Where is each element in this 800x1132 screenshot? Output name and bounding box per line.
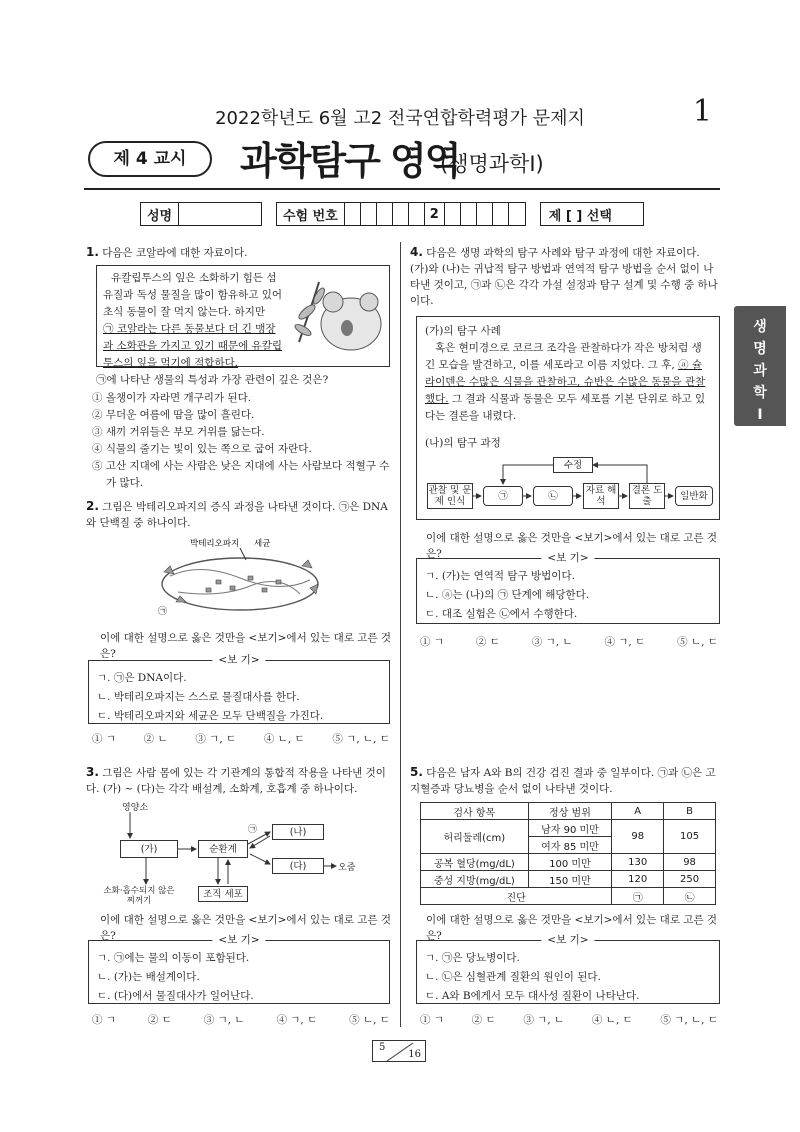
cell-waist-a: 98 — [612, 820, 664, 854]
cell-fat-range: 150 미만 — [528, 871, 612, 888]
page-total: 16 — [408, 1049, 421, 1060]
q4-answer[interactable]: ④ ㄱ, ㄷ — [604, 636, 646, 648]
q4-answer[interactable]: ① ㄱ — [420, 636, 444, 648]
q4-stem: 다음은 생명 과학의 탐구 사례와 탐구 과정에 대한 자료이다. (가)와 (나)는 귀납적 탐구 방법과 연역적 탐구 방법을 순서 없이 나타낸 것이고, ㉠과 ㉡은 각각 가설 설정과 탐구 설계 및 수행 중 하나이다. — [410, 247, 718, 307]
fig-feces: 소화·흡수되지 않은 찌꺼기 — [103, 886, 175, 906]
cell-glucose-range: 100 미만 — [528, 854, 612, 871]
q3-stem: 그림은 사람 몸에 있는 각 기관계의 통합적 작용을 나타낸 것이다. (가) ~ (다)는 각각 배설계, 소화계, 호흡계 중 하나이다. — [86, 767, 386, 795]
digit-cell[interactable] — [493, 203, 509, 225]
q2-bogi-item: ㄱ. ㉠은 DNA이다. — [97, 672, 187, 684]
flow-step-b: ㉡ — [533, 486, 573, 506]
flow-observe: 관찰 및 문제 인식 — [428, 485, 472, 507]
q2-bogi-title: <보 기> — [212, 652, 265, 668]
fig-label-a: ㉠ — [158, 607, 168, 617]
q1-choice[interactable]: ④ 식물의 줄기는 빛이 있는 쪽으로 굽어 자란다. — [92, 443, 312, 455]
digit-cell[interactable] — [377, 203, 393, 225]
fig-mark-a: ㉠ — [248, 825, 258, 835]
q3-bogi-item: ㄴ. (가)는 배설계이다. — [97, 971, 200, 983]
cell-fat: 중성 지방(mg/dL) — [421, 871, 529, 888]
tab-char: 과 — [753, 363, 767, 379]
digit-cell[interactable] — [361, 203, 377, 225]
q1-ask: ㉠에 나타난 생물의 특성과 가장 관련이 깊은 것은? — [96, 374, 329, 386]
q1-passage-text: 유칼립투스의 잎은 소화하기 힘든 섬유질과 독성 물질을 많이 함유하고 있어 초식 동물이 잘 먹지 않는다. 하지만 — [103, 272, 282, 318]
digit-cell[interactable] — [445, 203, 461, 225]
period-badge: 제 4 교시 — [88, 141, 212, 177]
q1-choice[interactable]: ① 올챙이가 자라면 개구리가 된다. — [92, 392, 252, 404]
q3-ask: 이에 대한 설명으로 옳은 것만을 <보기>에서 있는 대로 고른 것은? — [100, 914, 392, 942]
q5-ask: 이에 대한 설명으로 옳은 것만을 <보기>에서 있는 대로 고른 것은? — [426, 914, 718, 942]
th-item: 검사 항목 — [421, 803, 529, 820]
fig-arrows — [100, 800, 380, 906]
q5-bogi-box — [416, 934, 720, 1004]
fig-label-bacteria: 세균 — [254, 539, 271, 549]
subject-side-tab — [734, 306, 786, 426]
q4-answers — [420, 634, 718, 649]
digit-cell-fixed: 2 — [425, 203, 445, 225]
q5-bogi-item: ㄱ. ㉠은 당뇨병이다. — [425, 952, 520, 964]
flow-conclude: 결론 도출 — [629, 483, 665, 509]
q4-bogi-item: ㄷ. 대조 실험은 ㉡에서 수행한다. — [425, 608, 578, 620]
q2-stem: 그림은 박테리오파지의 증식 과정을 나타낸 것이다. ㉠은 DNA와 단백질 중 하나이다. — [86, 501, 388, 529]
q4-process-title: (나)의 탐구 과정 — [425, 437, 501, 449]
q4-flowchart — [427, 455, 713, 515]
q4-bogi-item: ㄴ. ⓐ는 (나)의 ㉠ 단계에 해당한다. — [425, 589, 590, 601]
q2-answer[interactable]: ① ㄱ — [92, 733, 116, 745]
th-b: B — [664, 803, 716, 820]
name-label: 성명 — [141, 203, 179, 225]
q5-answer[interactable]: ③ ㄱ, ㄴ — [523, 1014, 565, 1026]
q3-bogi-item: ㄱ. ㉠에는 물의 이동이 포함된다. — [97, 952, 250, 964]
cell-diagnosis-a: ㉠ — [612, 888, 664, 905]
th-a: A — [612, 803, 664, 820]
question-2 — [86, 498, 394, 531]
q3-bogi-box — [88, 934, 390, 1004]
tab-char: Ⅰ — [757, 407, 763, 423]
flow-arrows — [427, 455, 713, 515]
q1-choice[interactable]: ② 무더운 여름에 땀을 많이 흘린다. — [92, 409, 255, 421]
koala-illustration — [289, 272, 385, 360]
q5-answer[interactable]: ④ ㄴ, ㄷ — [591, 1014, 633, 1026]
name-field[interactable] — [179, 203, 261, 225]
column-divider — [400, 242, 401, 1027]
digit-cell[interactable] — [393, 203, 409, 225]
q4-case-text: 혹은 현미경으로 코르크 조각을 관찰하다가 작은 방처럼 생긴 모습을 발견하고, 이를 세포라고 이름 지었다. 그 후, — [425, 342, 702, 371]
cell-glucose: 공복 혈당(mg/dL) — [421, 854, 529, 871]
cell-waist-b: 105 — [664, 820, 716, 854]
exam-title: 2022학년도 6월 고2 전국연합학력평가 문제지 — [215, 108, 585, 129]
q5-answers — [420, 1012, 718, 1027]
q1-number: 1. — [86, 245, 99, 259]
q4-bogi-box — [416, 552, 720, 624]
q2-ask: 이에 대한 설명으로 옳은 것만을 <보기>에서 있는 대로 고른 것은? — [100, 632, 392, 660]
q4-case-text-2: 그 결과 식물과 동물은 모두 세포를 기본 단위로 하고 있다는 결론을 내렸다. — [425, 393, 706, 422]
area-title: 과학탐구 영역 — [240, 139, 460, 183]
cell-fat-a: 120 — [612, 871, 664, 888]
q5-bogi-item: ㄴ. ㉡은 심혈관계 질환의 원인이 된다. — [425, 971, 601, 983]
q1-passage-underlined: ㉠ 코알라는 다른 동물보다 더 긴 맹장과 소화관을 가지고 있기 때문에 유칼립투스의 잎을 먹기에 적합하다. — [103, 323, 282, 369]
th-range: 정상 범위 — [528, 803, 612, 820]
cell-waist-m: 남자 90 미만 — [528, 820, 612, 837]
cell-waist-f: 여자 85 미만 — [528, 837, 612, 854]
cell-diagnosis-b: ㉡ — [664, 888, 716, 905]
q1-choice[interactable]: ⑤ 고산 지대에 사는 사람은 낮은 지대에 사는 사람보다 적혈구 수가 많다. — [92, 460, 390, 489]
q5-answer[interactable]: ② ㄷ — [471, 1014, 496, 1026]
fig-nutrient: 영양소 — [122, 803, 149, 813]
digit-cell[interactable] — [477, 203, 493, 225]
page-number: 1 — [692, 94, 712, 129]
fig-box-ga: (가) — [120, 840, 178, 858]
tab-char: 생 — [753, 319, 767, 335]
digit-cell[interactable] — [345, 203, 361, 225]
q5-answer[interactable]: ⑤ ㄱ, ㄴ, ㄷ — [660, 1014, 718, 1026]
q2-answer[interactable]: ② ㄴ — [143, 733, 168, 745]
q3-bogi-item: ㄷ. (다)에서 물질대사가 일어난다. — [97, 990, 254, 1002]
q4-ask: 이에 대한 설명으로 옳은 것만을 <보기>에서 있는 대로 고른 것은? — [426, 532, 718, 560]
tab-char: 명 — [753, 341, 767, 357]
flow-interpret: 자료 해석 — [583, 483, 619, 509]
q5-number: 5. — [410, 765, 423, 779]
page-indicator — [372, 1040, 426, 1062]
flow-revise: 수정 — [553, 457, 593, 473]
digit-cell[interactable] — [409, 203, 425, 225]
q1-passage-box — [96, 265, 390, 367]
choice-box[interactable]: 제 [ ] 선택 — [540, 202, 644, 226]
page-current: 5 — [379, 1042, 386, 1053]
tab-char: 학 — [753, 385, 767, 401]
q5-health-table — [420, 802, 716, 905]
q4-number: 4. — [410, 245, 423, 259]
q2-answer[interactable]: ⑤ ㄱ, ㄴ, ㄷ — [332, 733, 390, 745]
cell-glucose-a: 130 — [612, 854, 664, 871]
q2-answer[interactable]: ③ ㄱ, ㄷ — [195, 733, 237, 745]
digit-cell[interactable] — [461, 203, 477, 225]
q1-stem: 다음은 코알라에 대한 자료이다. — [102, 247, 248, 259]
cell-fat-b: 250 — [664, 871, 716, 888]
question-4 — [410, 244, 720, 309]
q3-answer[interactable]: ⑤ ㄴ, ㄷ — [349, 1014, 390, 1026]
q4-case-underlined: ⓐ 슐라이덴은 수많은 식물을 관찰하고, 슈반은 수많은 동물을 관찰했다. — [425, 359, 706, 405]
q1-choices — [92, 390, 396, 492]
q2-bogi-item: ㄴ. 박테리오파지는 스스로 물질대사를 한다. — [97, 691, 300, 703]
exam-number-label: 수험 번호 — [277, 203, 345, 225]
q5-stem: 다음은 남자 A와 B의 건강 검진 결과 중 일부이다. ㉠과 ㉡은 고지혈증과 당뇨병을 순서 없이 나타낸 것이다. — [410, 767, 716, 795]
q3-answer[interactable]: ③ ㄱ, ㄴ — [203, 1014, 245, 1026]
q4-answer[interactable]: ③ ㄱ, ㄴ — [531, 636, 573, 648]
fig-box-tissue: 조직 세포 — [198, 886, 248, 902]
q4-case-title: (가)의 탐구 사례 — [425, 325, 501, 337]
q3-number: 3. — [86, 765, 99, 779]
q2-bogi-item: ㄷ. 박테리오파지와 세균은 모두 단백질을 가진다. — [97, 710, 324, 722]
q5-answer[interactable]: ① ㄱ — [420, 1014, 444, 1026]
header-rule — [84, 188, 720, 190]
q1-choice[interactable]: ③ 새끼 거위들은 부모 거위를 닮는다. — [92, 426, 265, 438]
fig-box-na: (나) — [272, 824, 324, 840]
q3-organ-figure — [100, 800, 380, 906]
fig-box-circulatory: 순환계 — [198, 840, 248, 858]
q2-answer[interactable]: ④ ㄴ, ㄷ — [263, 733, 305, 745]
q2-answers — [92, 731, 390, 746]
q4-answer[interactable]: ② ㄷ — [475, 636, 500, 648]
cell-glucose-b: 98 — [664, 854, 716, 871]
q4-case-box — [416, 316, 720, 520]
q5-bogi-title: <보 기> — [541, 932, 594, 948]
q4-answer[interactable]: ⑤ ㄴ, ㄷ — [677, 636, 718, 648]
q3-answer[interactable]: ① ㄱ — [92, 1014, 116, 1026]
cell-waist: 허리둘레(cm) — [421, 820, 529, 854]
question-1 — [86, 244, 394, 261]
fig-urine: 오줌 — [338, 863, 356, 873]
exam-number-box — [276, 202, 526, 226]
flow-generalize: 일반화 — [675, 486, 713, 506]
q2-bogi-box — [88, 654, 390, 724]
q5-bogi-item: ㄷ. A와 B에게서 모두 대사성 질환이 나타난다. — [425, 990, 640, 1002]
question-3 — [86, 764, 394, 797]
name-box — [140, 202, 262, 226]
info-bar — [140, 202, 644, 226]
q2-number: 2. — [86, 499, 99, 513]
subject-title: (생명과학Ⅰ) — [440, 152, 544, 176]
q4-bogi-title: <보 기> — [541, 550, 594, 566]
phage-cycle-figure — [150, 536, 340, 618]
q3-answer[interactable]: ④ ㄱ, ㄷ — [276, 1014, 318, 1026]
q4-bogi-item: ㄱ. (가)는 연역적 탐구 방법이다. — [425, 570, 575, 582]
q3-answers — [92, 1012, 390, 1027]
q3-bogi-title: <보 기> — [212, 932, 265, 948]
question-5 — [410, 764, 720, 797]
digit-cell[interactable] — [509, 203, 525, 225]
flow-step-a: ㉠ — [483, 486, 523, 506]
cell-diagnosis: 진단 — [421, 888, 612, 905]
fig-label-phage: 박테리오파지 — [190, 539, 240, 549]
fig-box-da: (다) — [272, 858, 324, 874]
q3-answer[interactable]: ② ㄷ — [147, 1014, 172, 1026]
